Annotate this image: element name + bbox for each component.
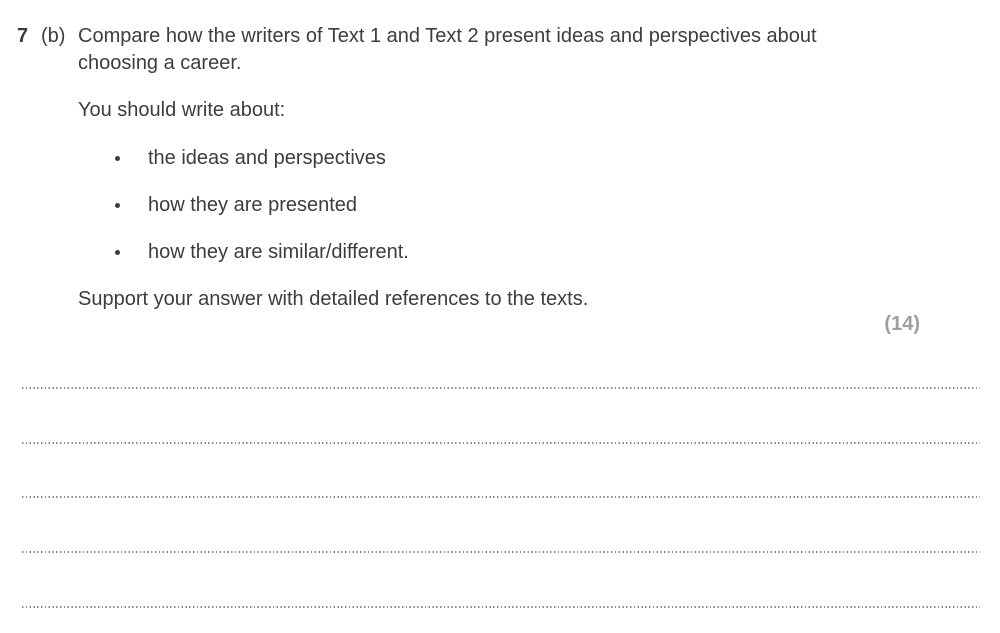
bullet-item xyxy=(110,192,710,219)
answer-line xyxy=(22,606,980,608)
bullet-label: the ideas and perspectives xyxy=(148,147,386,169)
answer-line xyxy=(22,442,980,444)
bullet-icon xyxy=(115,203,120,208)
bullet-label: how they are similar/different. xyxy=(148,241,409,263)
question-part-label: (b) xyxy=(41,25,66,47)
answer-line xyxy=(22,387,980,389)
bullet-label: how they are presented xyxy=(148,194,358,216)
bullet-item xyxy=(110,239,710,266)
bullet-icon xyxy=(115,250,120,255)
bullet-icon xyxy=(115,156,120,161)
bullet-item xyxy=(110,145,710,172)
marks-label: (14) xyxy=(884,313,920,335)
question-prompt: Compare how the writers of Text 1 and Text 2 present ideas and perspectives about choosing a career. xyxy=(78,25,817,74)
write-about-instruction: You should write about: xyxy=(78,99,286,121)
answer-line xyxy=(22,551,980,553)
question-number: 7 xyxy=(17,25,29,47)
answer-line xyxy=(22,496,980,498)
support-instruction: Support your answer with detailed references to the texts. xyxy=(78,288,589,310)
